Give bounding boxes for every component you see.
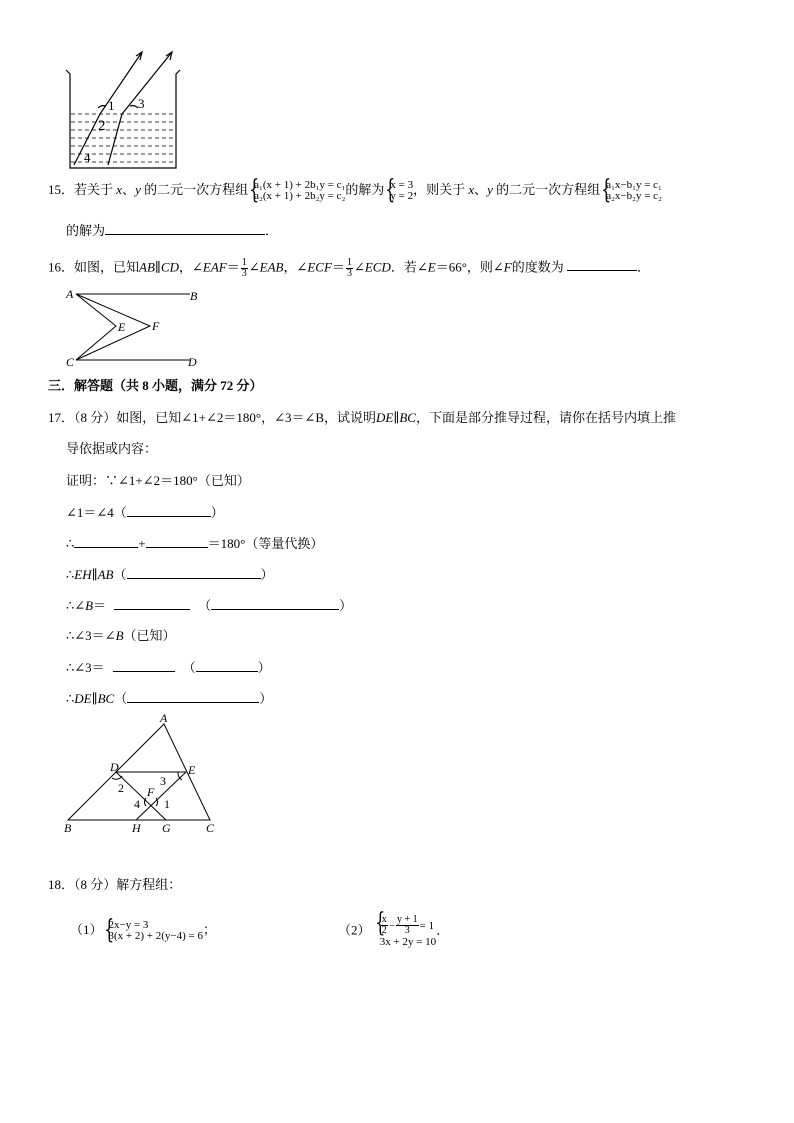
svg-text:A: A: [66, 287, 74, 301]
svg-text:E: E: [118, 320, 126, 334]
proof-line-2: ∠1＝∠4（ ）: [66, 505, 224, 520]
triangle-figure: [60, 714, 230, 838]
svg-text:1: 1: [164, 797, 170, 811]
svg-text:H: H: [132, 821, 141, 835]
svg-text:F: F: [152, 319, 160, 333]
question-16: 16．如图，已知AB∥CD，∠EAF＝ $\frac{1}{3}$ ∠EAB，∠ECF＝ $\frac{1}{3}$ ∠ECD．若∠E＝66°，则∠F的度数为 ．: [48, 257, 651, 279]
svg-text:D: D: [188, 355, 197, 369]
proof-blank-3a[interactable]: [74, 535, 138, 548]
proof-blank-7a[interactable]: [113, 659, 175, 672]
svg-text:F: F: [147, 785, 155, 799]
fig14-label-4: 4: [84, 150, 91, 165]
svg-text:C: C: [66, 355, 75, 369]
svg-text:C: C: [206, 821, 215, 835]
solution-system: { x = 3 y = 2: [384, 180, 413, 202]
svg-text:B: B: [64, 821, 72, 835]
svg-text:2: 2: [118, 781, 124, 795]
question-15-line2: 的解为 ．: [66, 223, 279, 238]
svg-text:D: D: [110, 760, 119, 774]
proof-blank-8[interactable]: [127, 690, 259, 703]
question-17-intro-2: 导依据或内容：: [66, 441, 158, 456]
question-18-title: 18．（8 分）解方程组：: [48, 877, 182, 892]
proof-blank-4[interactable]: [127, 566, 261, 579]
fig14-label-1: 1: [108, 98, 115, 113]
svg-text:G: G: [162, 821, 171, 835]
equation-system-18-2: { $\frac{x}{2}$ − $\frac{y + 1}{3}$ = 1 3x + 2y = 10: [374, 913, 436, 948]
svg-text:3: 3: [160, 774, 166, 788]
equation-system-1: { a₁(x + 1) + 2b₁y = c₁ a₂(x + 1) + 2b₂y = c₂: [248, 180, 345, 202]
fig14-label-3: 3: [138, 96, 145, 111]
question-15-line1: 15．若关于 x、y 的二元一次方程组{ a₁(x + 1) + 2b₁y = c₁ a₂(x + 1) + 2b₂y = c₂的解为{ x = 3 y = 2，则关于 x、y 的二元一次方程组{ a₁x−b₁y = c₁ a₂x−b₂y = c₂: [48, 180, 662, 202]
question-17-intro: 17．（8 分）如图，已知∠1+∠2＝180°，∠3＝∠B，试说明DE∥BC，下面是部分推导过程，请你在括号内填上推: [48, 410, 676, 425]
proof-blank-5a[interactable]: [114, 597, 190, 610]
question-18-part2: （2） { $\frac{x}{2}$ − $\frac{y + 1}{3}$ = 1 3x + 2y = 10．: [338, 913, 449, 948]
proof-line-3: ∴ + ＝180°（等量代换）: [66, 536, 324, 551]
svg-text:B: B: [190, 289, 198, 303]
equation-system-2: { a₁x−b₁y = c₁ a₂x−b₂y = c₂: [600, 180, 662, 202]
svg-text:E: E: [188, 763, 196, 777]
proof-line-5: ∴∠B＝ （ ）: [66, 598, 353, 613]
parallel-lines-figure: [60, 284, 210, 370]
proof-line-4: ∴EH∥AB（ ）: [66, 567, 274, 582]
svg-text:A: A: [160, 714, 168, 725]
answer-blank-15[interactable]: [105, 222, 265, 235]
proof-line-1: 证明：∵∠1+∠2＝180°（已知）: [66, 473, 250, 488]
proof-blank-3b[interactable]: [146, 535, 208, 548]
proof-line-8: ∴DE∥BC（ ）: [66, 691, 273, 706]
equation-system-18-1: { 2x−y = 3 3(x + 2) + 2(y−4) = 6: [103, 920, 203, 942]
svg-text:4: 4: [134, 797, 140, 811]
proof-line-7: ∴∠3＝ （ ）: [66, 660, 271, 675]
answer-blank-16[interactable]: [567, 258, 637, 271]
question-18-part1: （1）{ 2x−y = 3 3(x + 2) + 2(y−4) = 6；: [70, 920, 216, 942]
proof-blank-7b[interactable]: [196, 659, 258, 672]
proof-blank-5b[interactable]: [211, 597, 339, 610]
fig14-label-2: 2: [98, 118, 106, 134]
beaker-figure: [60, 50, 190, 175]
proof-blank-2[interactable]: [127, 504, 211, 517]
section-3-title: 三．解答题（共 8 小题，满分 72 分）: [48, 378, 263, 393]
proof-line-6: ∴∠3＝∠B（已知）: [66, 628, 176, 643]
